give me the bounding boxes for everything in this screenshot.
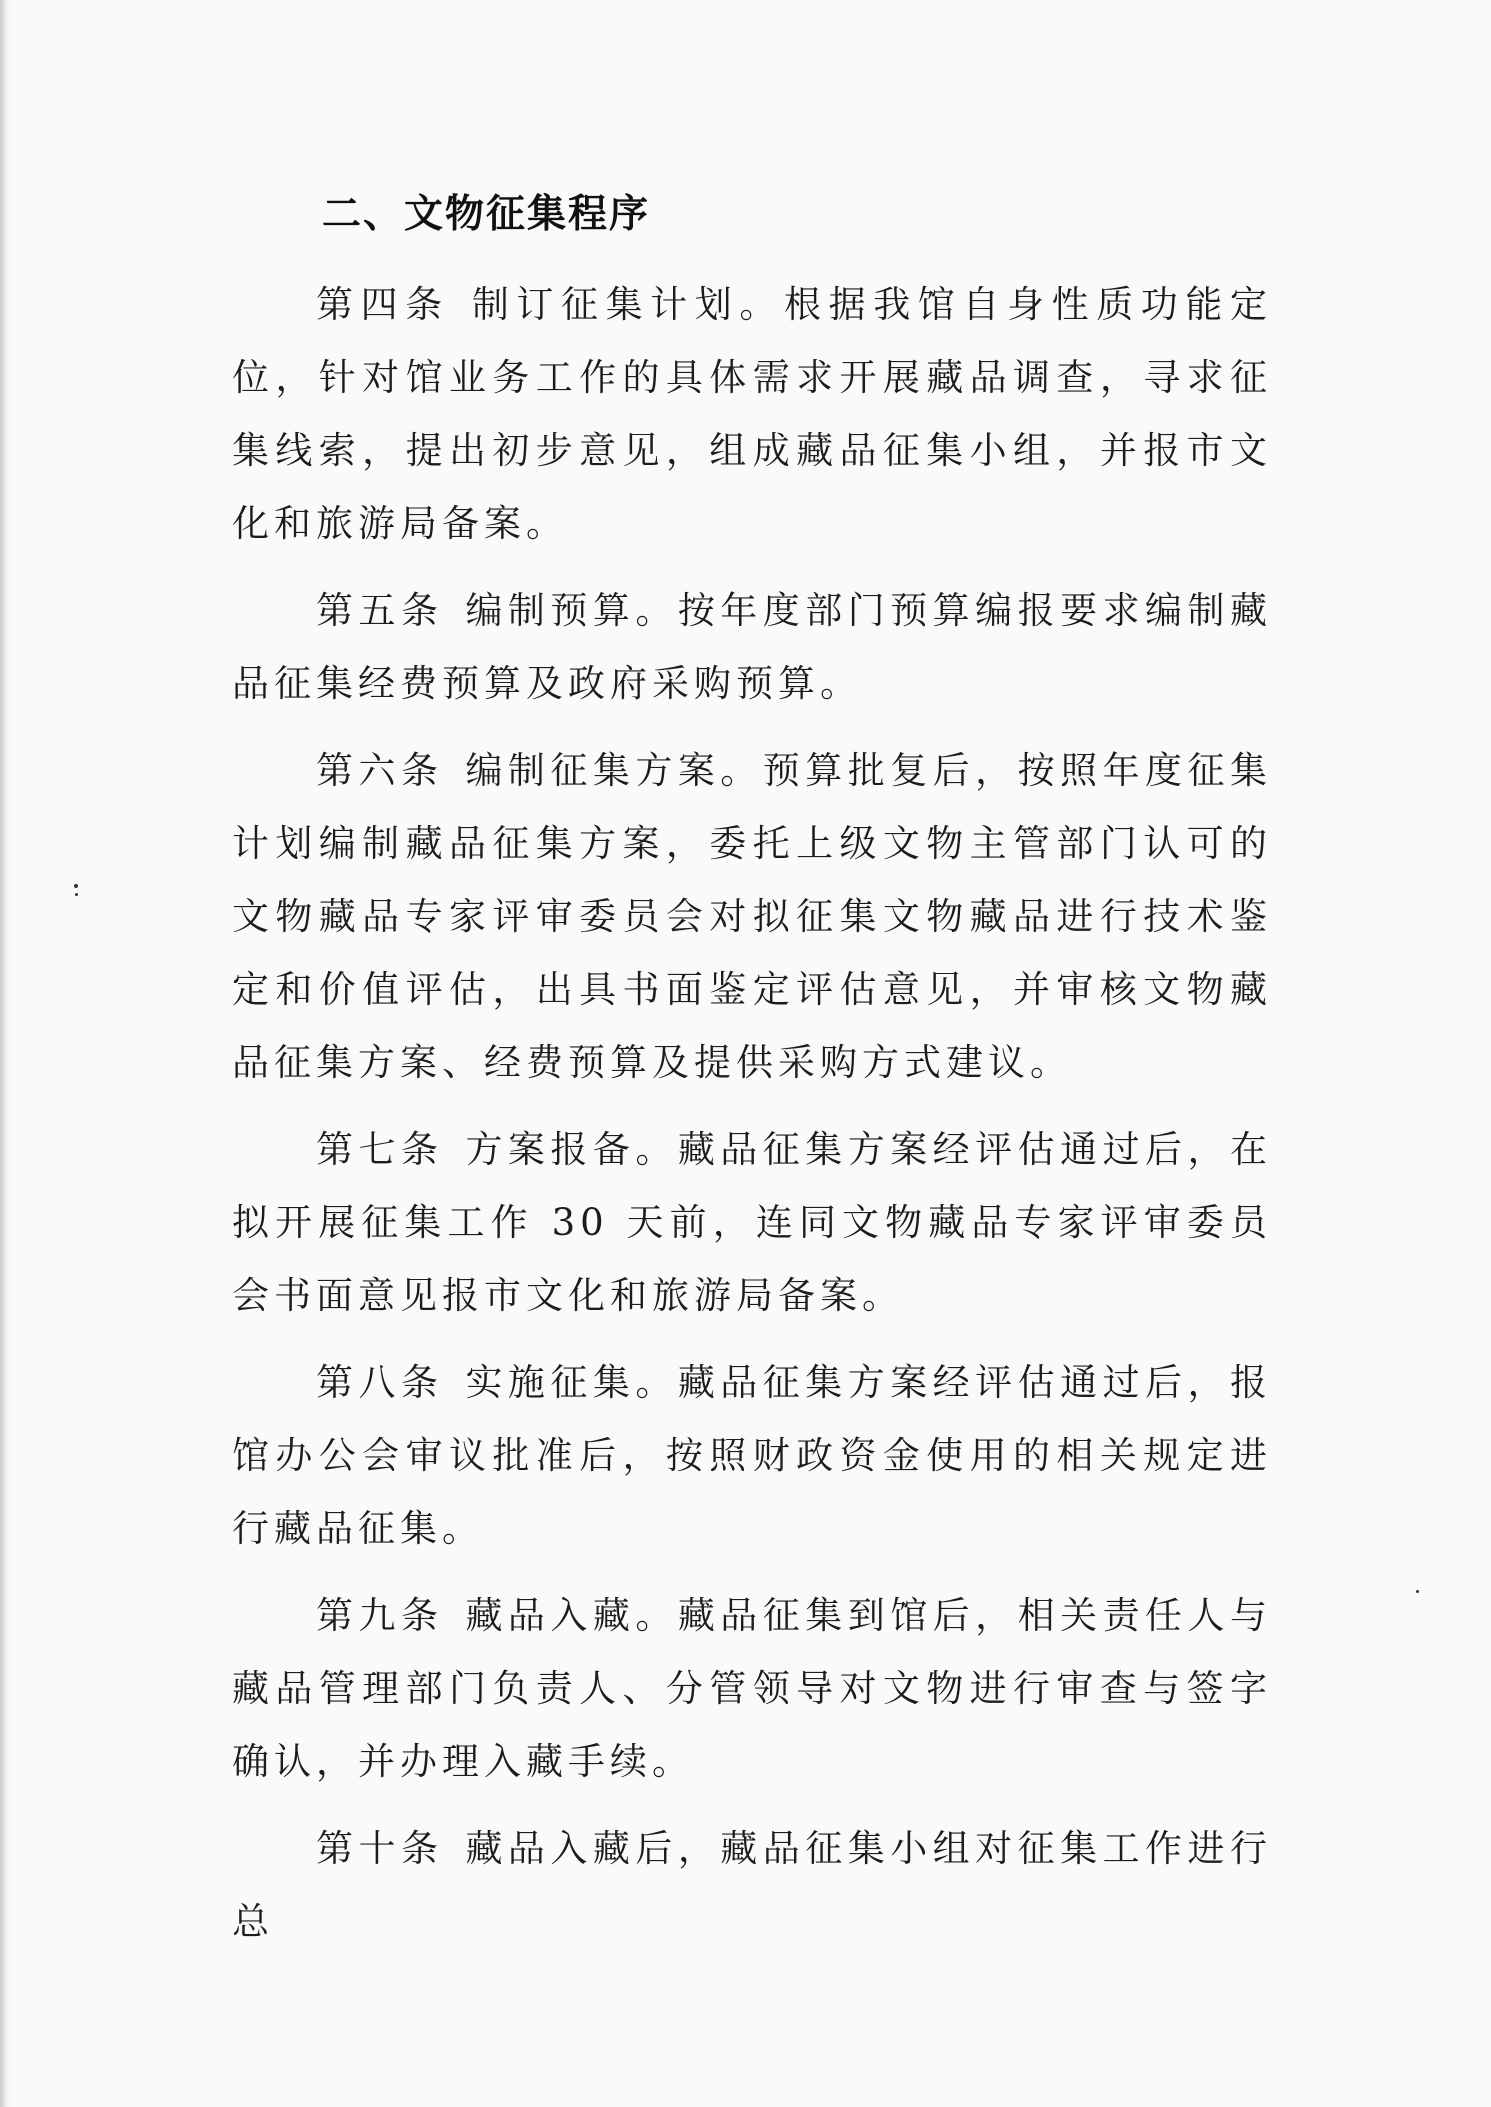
article-number: 第十条 (316, 1827, 444, 1870)
article-paragraph (232, 1346, 1272, 1565)
article-text: 编制预算。按年度部门预算编报要求编制藏品征集经费预算及政府采购预算。 (232, 589, 1273, 705)
article-number: 第七条 (316, 1128, 444, 1171)
article-paragraph (232, 734, 1272, 1099)
scan-speck (75, 893, 78, 896)
scan-edge-shadow (0, 0, 6, 2107)
document-body (232, 190, 1272, 1972)
article-text: 实施征集。藏品征集方案经评估通过后，报馆办公会审议批准后，按照财政资金使用的相关规定进行藏品征集。 (232, 1361, 1273, 1550)
article-paragraph (232, 1812, 1272, 1958)
article-paragraph (232, 574, 1272, 720)
scan-speck (1416, 1590, 1419, 1593)
article-text: 方案报备。藏品征集方案经评估通过后，在拟开展征集工作 30 天前，连同文物藏品专家评审委员会书面意见报市文化和旅游局备案。 (232, 1128, 1273, 1317)
article-paragraph (232, 1579, 1272, 1798)
article-paragraph (232, 1113, 1272, 1332)
section-heading: 二、文物征集程序 (322, 192, 651, 237)
article-paragraph (232, 268, 1272, 560)
article-number: 第八条 (316, 1361, 444, 1404)
article-text: 藏品入藏后，藏品征集小组对征集工作进行总 (232, 1827, 1273, 1943)
article-number: 第五条 (316, 589, 444, 632)
article-text: 制订征集计划。根据我馆自身性质功能定位，针对馆业务工作的具体需求开展藏品调查，寻求征集线索，提出初步意见，组成藏品征集小组，并报市文化和旅游局备案。 (232, 283, 1273, 545)
article-number: 第四条 (316, 283, 450, 326)
article-text: 编制征集方案。预算批复后，按照年度征集计划编制藏品征集方案，委托上级文物主管部门认可的文物藏品专家评审委员会对拟征集文物藏品进行技术鉴定和价值评估，出具书面鉴定评估意见，并审核文物藏品征集方案、经费预算及提供采购方式建议。 (232, 749, 1273, 1084)
article-number: 第六条 (316, 749, 444, 792)
article-text: 藏品入藏。藏品征集到馆后，相关责任人与藏品管理部门负责人、分管领导对文物进行审查与签字确认，并办理入藏手续。 (232, 1594, 1273, 1783)
article-number: 第九条 (316, 1594, 444, 1637)
scan-speck (74, 884, 78, 888)
